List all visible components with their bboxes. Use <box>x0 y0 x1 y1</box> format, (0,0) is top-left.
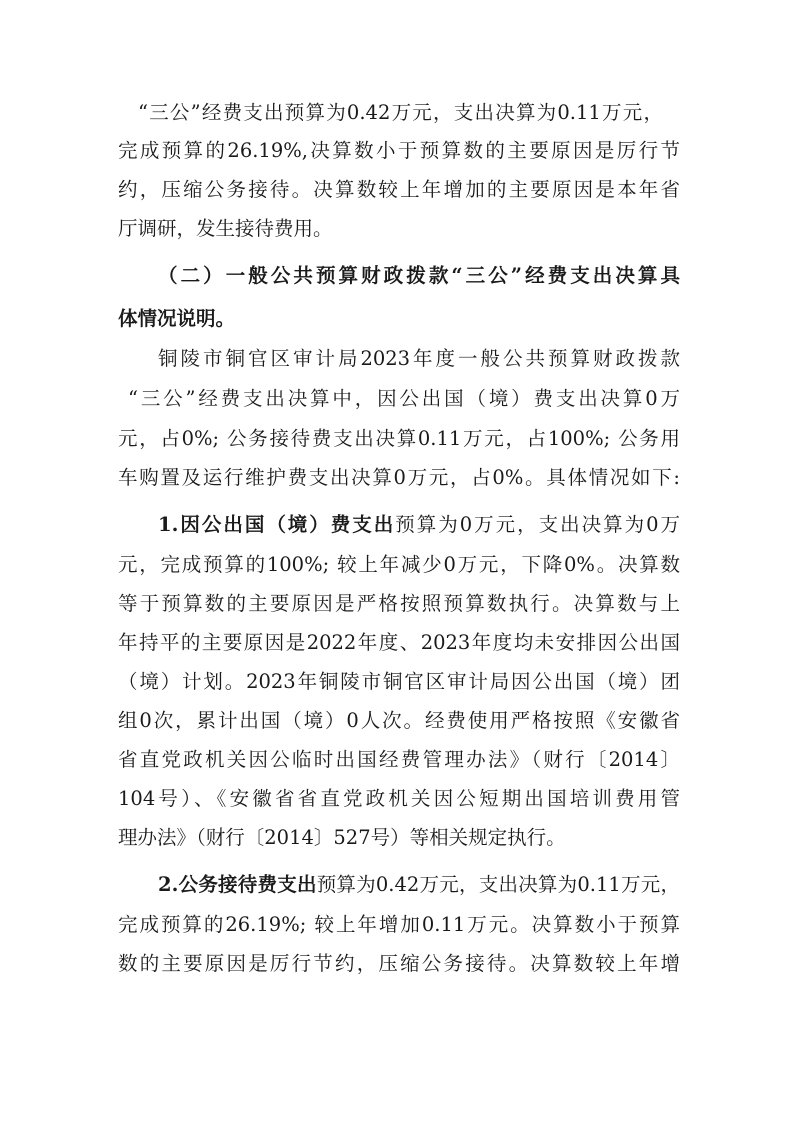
paragraph-line: 元，完成预算的100%; 较上年减少0万元，下降0%。决算数 <box>118 553 680 576</box>
paragraph-line <box>158 506 680 545</box>
paragraph-line: 元，占0%; 公务接待费支出决算0.11万元，占100%; 公务用 <box>118 427 680 450</box>
paragraph-line: 铜陵市铜官区审计局2023年度一般公共预算财政拨款 <box>158 347 680 370</box>
paragraph-text: 预算为0万元，支出决算为0万 <box>395 513 680 536</box>
paragraph-line: 省直党政机关因公临时出国经费管理办法》（财行〔2014〕 <box>118 748 680 771</box>
paragraph-text: 预算为0.42万元，支出决算为0.11万元， <box>316 873 680 896</box>
section-heading: 体情况说明。 <box>118 307 236 330</box>
paragraph-line: 理办法》（财行〔2014〕527号）等相关规定执行。 <box>118 826 566 849</box>
paragraph-line: 104号）、《安徽省省直党政机关因公短期出国培训费用管 <box>118 787 680 810</box>
paragraph-line: 厅调研，发生接待费用。 <box>118 217 333 240</box>
paragraph-line <box>158 866 680 905</box>
subsection-heading: 1.因公出国（境）费支出 <box>158 513 396 536</box>
paragraph-line: 车购置及运行维护费支出决算0万元，占0%。具体情况如下: <box>118 466 680 489</box>
paragraph-line: （境）计划。2023年铜陵市铜官区审计局因公出国（境）团 <box>118 670 680 693</box>
paragraph-line: 组0次，累计出国（境）0人次。经费使用严格按照《安徽省 <box>118 709 680 732</box>
paragraph-line: 等于预算数的主要原因是严格按照预算数执行。决算数与上 <box>118 592 680 615</box>
subsection-heading: 2.公务接待费支出 <box>158 873 317 896</box>
paragraph-line: 约，压缩公务接待。决算数较上年增加的主要原因是本年省 <box>118 178 680 201</box>
paragraph-line: “三公”经费支出决算中，因公出国（境）费支出决算0万 <box>128 387 680 410</box>
paragraph-line: “三公”经费支出预算为0.42万元，支出决算为0.11万元， <box>138 101 663 124</box>
paragraph-line: 年持平的主要原因是2022年度、2023年度均未安排因公出国 <box>118 631 680 654</box>
paragraph-line: 数的主要原因是厉行节约，压缩公务接待。决算数较上年增 <box>118 952 680 975</box>
paragraph-line: 完成预算的26.19%; 较上年增加0.11万元。决算数小于预算 <box>118 913 680 936</box>
section-heading: （二）一般公共预算财政拨款“三公”经费支出决算具 <box>158 264 680 287</box>
paragraph-line: 完成预算的26.19%,决算数小于预算数的主要原因是厉行节 <box>118 139 680 162</box>
